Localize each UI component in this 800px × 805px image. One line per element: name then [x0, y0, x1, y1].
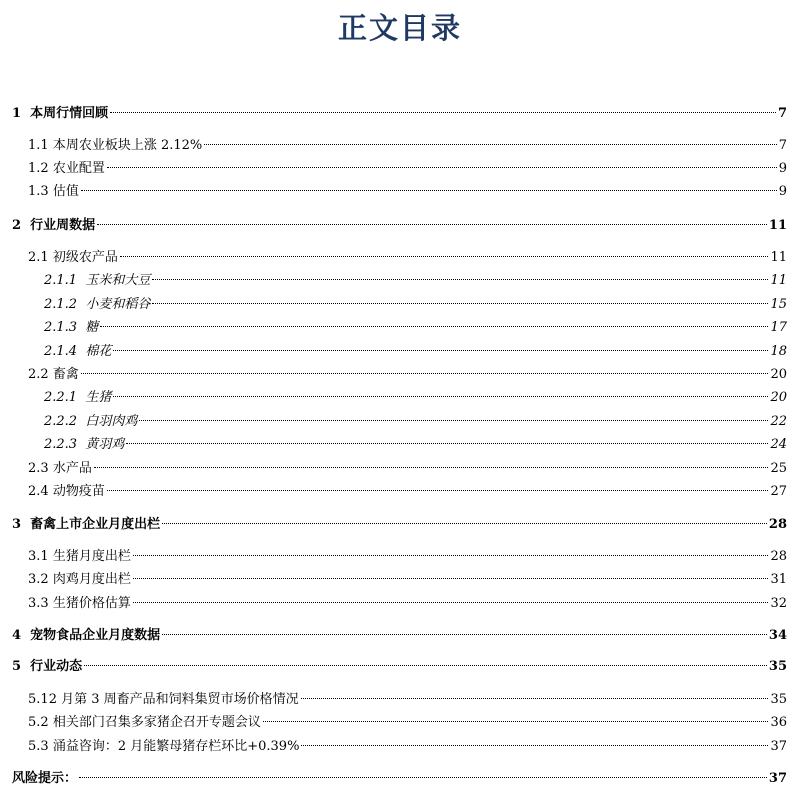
- leader-dots: [133, 578, 769, 579]
- leader-dots: [113, 350, 768, 351]
- page-number: 31: [770, 572, 787, 587]
- page-number: 11: [770, 250, 787, 265]
- toc-entry[interactable]: 2.2.1 生猪 20: [44, 390, 787, 405]
- page-number: 25: [770, 461, 787, 476]
- toc-entry[interactable]: 3.2 肉鸡月度出栏 31: [28, 572, 787, 587]
- page-number: 32: [770, 596, 787, 611]
- page-number: 9: [778, 184, 787, 199]
- page-number: 15: [770, 297, 787, 312]
- toc-entry[interactable]: 2.3 水产品 25: [28, 461, 787, 476]
- page-number: 35: [768, 659, 787, 674]
- page-number: 9: [778, 161, 787, 176]
- page-number: 11: [770, 273, 787, 288]
- toc-entry[interactable]: 2.2.2 白羽肉鸡 22: [44, 414, 787, 429]
- toc-entry[interactable]: 2.2.3 黄羽鸡 24: [44, 437, 787, 452]
- page-number: 22: [770, 414, 787, 429]
- leader-dots: [97, 224, 767, 225]
- toc-entry[interactable]: 2.1.1 玉米和大豆 11: [44, 273, 787, 288]
- leader-dots: [107, 167, 777, 168]
- leader-dots: [81, 373, 769, 374]
- toc-entry[interactable]: 2.1.2 小麦和稻谷 15: [44, 297, 787, 312]
- page-number: 24: [770, 437, 787, 452]
- leader-dots: [301, 698, 769, 699]
- leader-dots: [110, 112, 776, 113]
- leader-dots: [301, 745, 768, 746]
- leader-dots: [263, 721, 769, 722]
- page-title: 正文目录: [337, 11, 462, 45]
- toc-entry[interactable]: 2.1.3 糖 17: [44, 320, 787, 335]
- toc-entry[interactable]: 1.1 本周农业板块上涨 2.12% 7: [28, 138, 787, 153]
- leader-dots: [162, 634, 767, 635]
- leader-dots: [107, 490, 769, 491]
- page-number: 36: [770, 715, 787, 730]
- page-number: 20: [770, 367, 787, 382]
- toc-entry[interactable]: 2.4 动物疫苗 27: [28, 484, 787, 499]
- toc-entry[interactable]: 2.1.4 棉花 18: [44, 344, 787, 359]
- leader-dots: [120, 256, 769, 257]
- page-number: 35: [770, 692, 787, 707]
- leader-dots: [100, 326, 768, 327]
- leader-dots: [133, 602, 769, 603]
- toc-entry[interactable]: 3.1 生猪月度出栏 28: [28, 549, 787, 564]
- page-number: 27: [770, 484, 787, 499]
- toc-entry[interactable]: 3 畜禽上市企业月度出栏 28: [12, 517, 787, 532]
- leader-dots: [133, 555, 769, 556]
- toc-entry[interactable]: 1.3 估值 9: [28, 184, 787, 199]
- toc-entry[interactable]: 1.2 农业配置 9: [28, 161, 787, 176]
- toc-entry[interactable]: 2.1 初级农产品 11: [28, 250, 787, 265]
- toc-entry[interactable]: 5 行业动态 35: [12, 659, 787, 674]
- toc-entry[interactable]: 风险提示： 37: [12, 771, 787, 786]
- toc-entry[interactable]: 3.3 生猪价格估算 32: [28, 596, 787, 611]
- leader-dots: [162, 523, 767, 524]
- toc-entry[interactable]: 5.12 月第 3 周畜产品和饲料集贸市场价格情况 35: [28, 692, 787, 707]
- page-number: 18: [770, 344, 787, 359]
- leader-dots: [204, 144, 776, 145]
- page-number: 37: [770, 739, 787, 754]
- leader-dots: [152, 279, 768, 280]
- toc-entry[interactable]: 5.3 涌益咨询：2 月能繁母猪存栏环比+0.39% 37: [28, 739, 787, 754]
- toc-entry[interactable]: 2.2 畜禽 20: [28, 367, 787, 382]
- leader-dots: [94, 467, 769, 468]
- toc-entry[interactable]: 5.2 相关部门召集多家猪企召开专题会议 36: [28, 715, 787, 730]
- leader-dots: [113, 396, 768, 397]
- page-number: 34: [768, 628, 787, 643]
- page-number: 28: [768, 517, 787, 532]
- toc-entry[interactable]: 2 行业周数据 11: [12, 218, 787, 233]
- page-number: 20: [770, 390, 787, 405]
- toc-entry[interactable]: 1 本周行情回顾 7: [12, 106, 787, 121]
- leader-dots: [81, 190, 777, 191]
- leader-dots: [139, 420, 768, 421]
- page-number: 28: [770, 549, 787, 564]
- page-number: 37: [768, 771, 787, 786]
- page-number: 7: [778, 138, 787, 153]
- leader-dots: [79, 777, 767, 778]
- leader-dots: [126, 443, 768, 444]
- page-number: 17: [770, 320, 787, 335]
- page-number: 11: [768, 218, 787, 233]
- leader-dots: [152, 303, 768, 304]
- page-number: 7: [777, 106, 787, 121]
- toc-entry[interactable]: 4 宠物食品企业月度数据 34: [12, 628, 787, 643]
- leader-dots: [84, 665, 767, 666]
